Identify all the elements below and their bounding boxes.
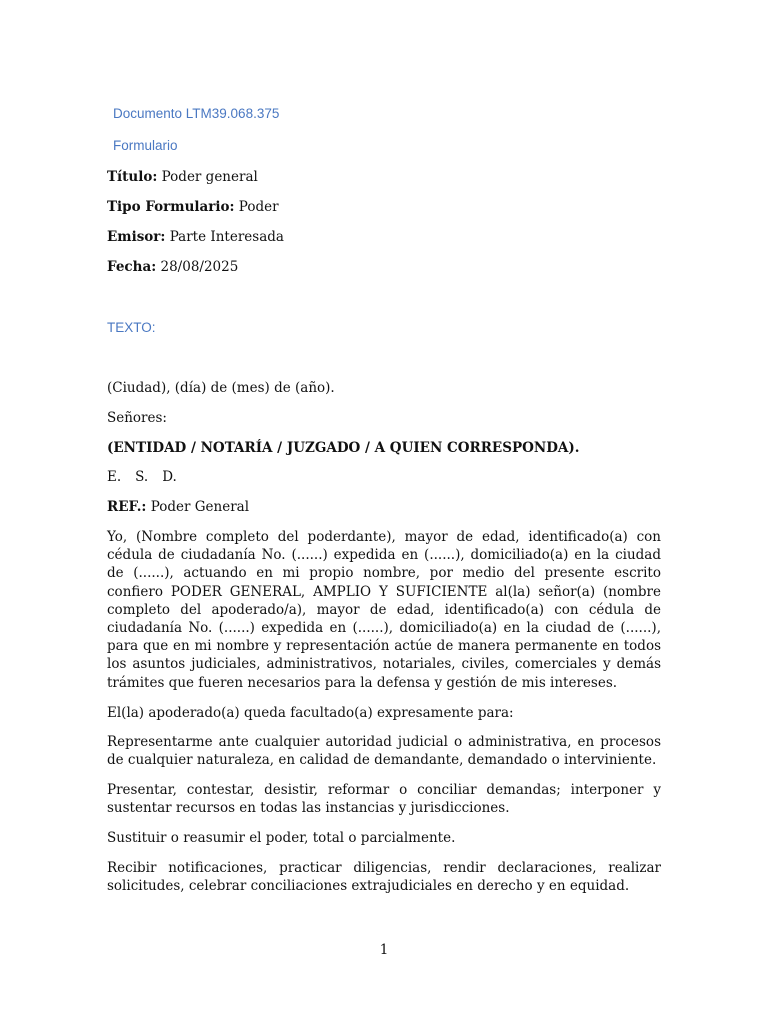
faculty-item: Sustituir o reasumir el poder, total o parcialmente.: [107, 830, 456, 846]
section-heading: TEXTO:: [107, 320, 156, 335]
document-id-heading: Documento LTM39.068.375: [113, 106, 280, 121]
faculty-item: Recibir notificaciones, practicar diligencias, rendir declaraciones, realizar solicitudes, celebrar conciliaciones extrajudiciales en derecho y en equidad.: [107, 860, 661, 895]
esd-line: [107, 469, 191, 485]
reference-label: REF.:: [107, 499, 147, 515]
body-paragraph: Yo, (Nombre completo del poderdante), mayor de edad, identificado(a) con cédula de ciudadanía No. (......) expedida en (......), domiciliado(a) en la ciudad de (......), actuando en mi propio nombre, por medio del presente escrito confiero PODER GENERAL, AMPLIO Y SUFICIENTE al(la) señor(a) (nombre completo del apoderado/a), mayor de edad, identificado(a) con cédula de ciudadanía No. (......) expedida en (......), domiciliado(a) en la ciudad de (......), para que en mi nombre y representación actúe de manera permanente en todos los asuntos judiciales, administrativos, notariales, civiles, comerciales y demás trámites que fueren necesarios para la defensa y gestión de mis intereses.: [107, 529, 661, 691]
title-label: Título:: [107, 169, 158, 185]
esd-d: D.: [162, 469, 177, 485]
form-type-value: Poder: [238, 199, 279, 215]
issuer-field: [107, 229, 284, 245]
reference-line: [107, 499, 249, 515]
reference-value: Poder General: [150, 499, 250, 515]
date-field: [107, 259, 238, 275]
salutation: Señores:: [107, 410, 167, 426]
faculty-item: Representarme ante cualquier autoridad judicial o administrativa, en procesos de cualquier naturaleza, en calidad de demandante, demandado o interviniente.: [107, 734, 661, 769]
issuer-value: Parte Interesada: [169, 229, 284, 245]
form-type-field: [107, 199, 279, 215]
document-type-heading: Formulario: [113, 138, 178, 153]
title-value: Poder general: [161, 169, 258, 185]
form-type-label: Tipo Formulario:: [107, 199, 235, 215]
title-field: [107, 169, 258, 185]
place-date-line: (Ciudad), (día) de (mes) de (año).: [107, 380, 335, 396]
esd-e: E.: [107, 469, 122, 485]
faculties-intro: El(la) apoderado(a) queda facultado(a) expresamente para:: [107, 705, 514, 721]
date-label: Fecha:: [107, 259, 157, 275]
page-number: 1: [379, 942, 389, 958]
date-value: 28/08/2025: [160, 259, 239, 275]
recipient-line: (ENTIDAD / NOTARÍA / JUZGADO / A QUIEN CORRESPONDA).: [107, 440, 580, 456]
issuer-label: Emisor:: [107, 229, 166, 245]
faculty-item: Presentar, contestar, desistir, reformar o conciliar demandas; interponer y sustentar recursos en todas las instancias y jurisdicciones.: [107, 782, 661, 817]
esd-s: S.: [135, 469, 149, 485]
